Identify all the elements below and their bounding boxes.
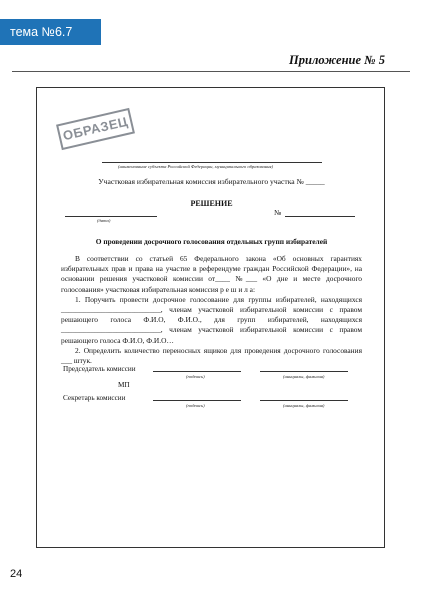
chairman-name-line <box>260 371 348 372</box>
decision-subject: О проведении досрочного голосования отдельных групп избирателей <box>95 237 328 246</box>
paragraph-item-1: 1. Поручить провести досрочное голосование для группы избирателей, находящихся ___________________________, членам участковой избирательной комиссии с правом решающего голоса Ф.И.О, Ф.И.О., для групп избирателей, находящихся ___________________________, членам участковой избирательной комиссии с правом решающего голоса Ф.И.О, Ф.И.О… <box>61 294 362 345</box>
date-underline <box>65 216 157 217</box>
chairman-signature-line <box>153 371 241 372</box>
subject-caption: (наименование субъекта Российской Федерации, муниципального образования) <box>118 164 274 169</box>
number-underline <box>285 216 355 217</box>
appendix-label: Приложение № 5 <box>289 53 385 67</box>
decision-body <box>61 254 362 366</box>
secretary-name-caption: (инициалы, фамилия) <box>283 403 325 408</box>
secretary-signature-line <box>153 400 241 401</box>
subject-underline <box>102 162 322 163</box>
chairman-name-caption: (инициалы, фамилия) <box>283 374 325 379</box>
secretary-name-line <box>260 400 348 401</box>
date-caption: (дата) <box>97 218 111 223</box>
secretary-label: Секретарь комиссии <box>63 394 126 402</box>
chairman-signature-caption: (подпись) <box>186 374 205 379</box>
paragraph-basis: В соответствии со статьей 65 Федерального закона «Об основных гарантиях избирательных прав и права на участие в референдуме граждан Российской Федерации», на основании решения участковой комиссии от____ №___ «О дне и месте досрочного голосования» участковая избирательная комиссия р е ш и л а: <box>61 254 362 294</box>
secretary-signature-caption: (подпись) <box>186 403 205 408</box>
seal-label: МП <box>118 381 130 389</box>
chairman-label: Председатель комиссии <box>63 365 136 373</box>
sample-stamp: ОБРАЗЕЦ <box>56 108 135 150</box>
header-divider <box>12 71 410 72</box>
topic-tag: тема №6.7 <box>0 19 101 45</box>
decision-title: РЕШЕНИЕ <box>190 199 233 208</box>
paragraph-item-2: 2. Определить количество переносных ящиков для проведения досрочного голосования ___ штук. <box>61 345 362 366</box>
page-number: 24 <box>10 568 23 580</box>
number-sign: № <box>274 208 282 217</box>
commission-line: Участковая избирательная комиссия избирательного участка № _____ <box>98 177 325 186</box>
